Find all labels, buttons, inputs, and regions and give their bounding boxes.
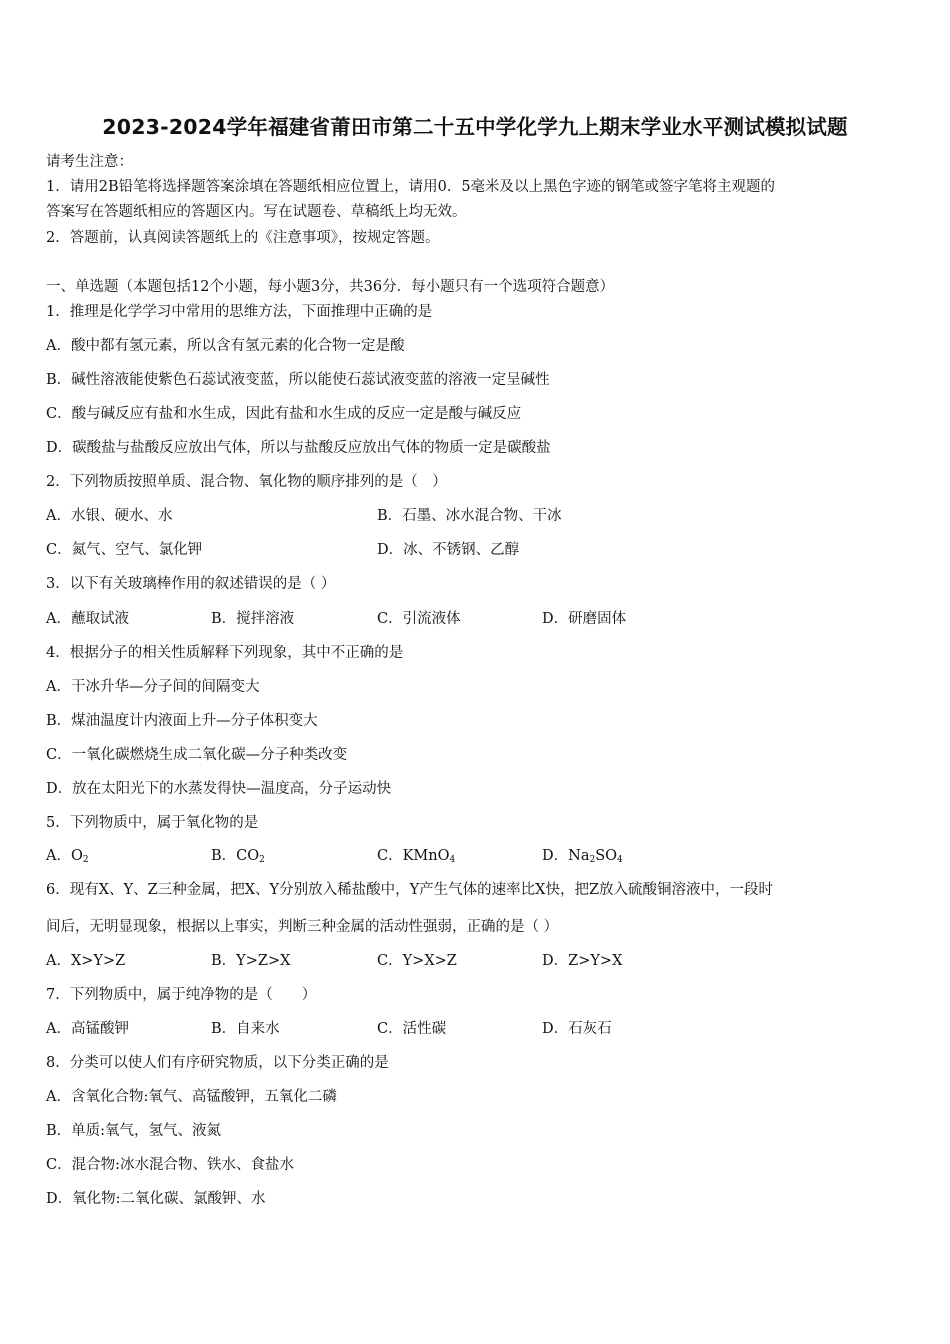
q6-stem-line-1: 6．现有X、Y、Z三种金属，把X、Y分别放入稀盐酸中，Y产生气体的速率比X快，把Z放入硫酸铜溶液中，一段时 — [46, 882, 774, 898]
q5-stem: 5．下列物质中，属于氧化物的是 — [46, 815, 259, 831]
q5-option-d: D．$Na_2SO_4$ — [542, 848, 623, 865]
notice-line-1: 1．请用2B铅笔将选择题答案涂填在答题纸相应位置上，请用0．5毫米及以上黑色字迹的钢笔或签字笔将主观题的 — [46, 179, 776, 195]
q6-option-c: C．Y>X>Z — [377, 953, 457, 969]
q6-option-a: A．X>Y>Z — [46, 953, 126, 969]
q6-stem-line-2: 间后，无明显现象，根据以上事实，判断三种金属的活动性强弱，正确的是（ ） — [46, 919, 559, 935]
q5-option-c: C．KMnO$_4$ — [377, 848, 456, 865]
q4-option-a: A．干冰升华—分子间的间隔变大 — [46, 679, 260, 695]
q3-stem: 3．以下有关玻璃棒作用的叙述错误的是（ ） — [46, 576, 336, 592]
q1-option-d: D．碳酸盐与盐酸反应放出气体，所以与盐酸反应放出气体的物质一定是碳酸盐 — [46, 440, 551, 456]
q3-option-d: D．研磨固体 — [542, 611, 627, 627]
q8-stem: 8．分类可以使人们有序研究物质，以下分类正确的是 — [46, 1055, 389, 1071]
q4-option-b: B．煤油温度计内液面上升—分子体积变大 — [46, 713, 318, 729]
page-title: 2023-2024学年福建省莆田市第二十五中学化学九上期末学业水平测试模拟试题 — [102, 115, 848, 139]
q3-option-a: A．蘸取试液 — [46, 611, 129, 627]
q6-option-d: D．Z>Y>X — [542, 953, 623, 969]
q4-stem: 4．根据分子的相关性质解释下列现象，其中不正确的是 — [46, 645, 404, 661]
q2-option-c: C．氮气、空气、氯化钾 — [46, 542, 203, 558]
q8-option-b: B．单质:氧气，氢气、液氮 — [46, 1123, 222, 1139]
q2-stem: 2．下列物质按照单质、混合物、氧化物的顺序排列的是（ ） — [46, 474, 447, 490]
q2-option-d: D．冰、不锈钢、乙醇 — [377, 542, 520, 558]
q8-option-a: A．含氧化合物:氧气、高锰酸钾，五氧化二磷 — [46, 1089, 337, 1105]
notice-line-2: 2．答题前，认真阅读答题纸上的《注意事项》，按规定答题。 — [46, 230, 440, 246]
q3-option-c: C．引流液体 — [377, 611, 461, 627]
q1-stem: 1．推理是化学学习中常用的思维方法，下面推理中正确的是 — [46, 304, 433, 320]
q7-option-a: A．高锰酸钾 — [46, 1021, 129, 1037]
q7-option-d: D．石灰石 — [542, 1021, 612, 1037]
q1-option-c: C．酸与碱反应有盐和水生成，因此有盐和水生成的反应一定是酸与碱反应 — [46, 406, 522, 422]
q8-option-c: C．混合物:冰水混合物、铁水、食盐水 — [46, 1157, 294, 1173]
q5-option-b: B．$CO_2$ — [211, 848, 265, 865]
q1-option-b: B．碱性溶液能使紫色石蕊试液变蓝，所以能使石蕊试液变蓝的溶液一定呈碱性 — [46, 372, 550, 388]
q5-option-a: A．$O_2$ — [46, 848, 89, 865]
q2-option-b: B．石墨、冰水混合物、干冰 — [377, 508, 562, 524]
notice-heading: 请考生注意： — [46, 154, 133, 170]
q1-option-a: A．酸中都有氢元素，所以含有氢元素的化合物一定是酸 — [46, 338, 405, 354]
section-heading: 一、单选题（本题包括12个小题，每小题3分，共36分．每小题只有一个选项符合题意） — [46, 279, 615, 295]
q6-option-b: B．Y>Z>X — [211, 953, 291, 969]
q7-option-b: B．自来水 — [211, 1021, 280, 1037]
q3-option-b: B．搅拌溶液 — [211, 611, 295, 627]
q7-stem: 7．下列物质中，属于纯净物的是（ ） — [46, 987, 317, 1003]
q2-option-a: A．水银、硬水、水 — [46, 508, 173, 524]
notice-line-1b: 答案写在答题纸相应的答题区内。写在试题卷、草稿纸上均无效。 — [46, 204, 467, 220]
q7-option-c: C．活性碳 — [377, 1021, 447, 1037]
q8-option-d: D．氧化物:二氧化碳、氯酸钾、水 — [46, 1191, 266, 1207]
q4-option-c: C．一氧化碳燃烧生成二氧化碳—分子种类改变 — [46, 747, 348, 763]
q4-option-d: D．放在太阳光下的水蒸发得快—温度高，分子运动快 — [46, 781, 392, 797]
